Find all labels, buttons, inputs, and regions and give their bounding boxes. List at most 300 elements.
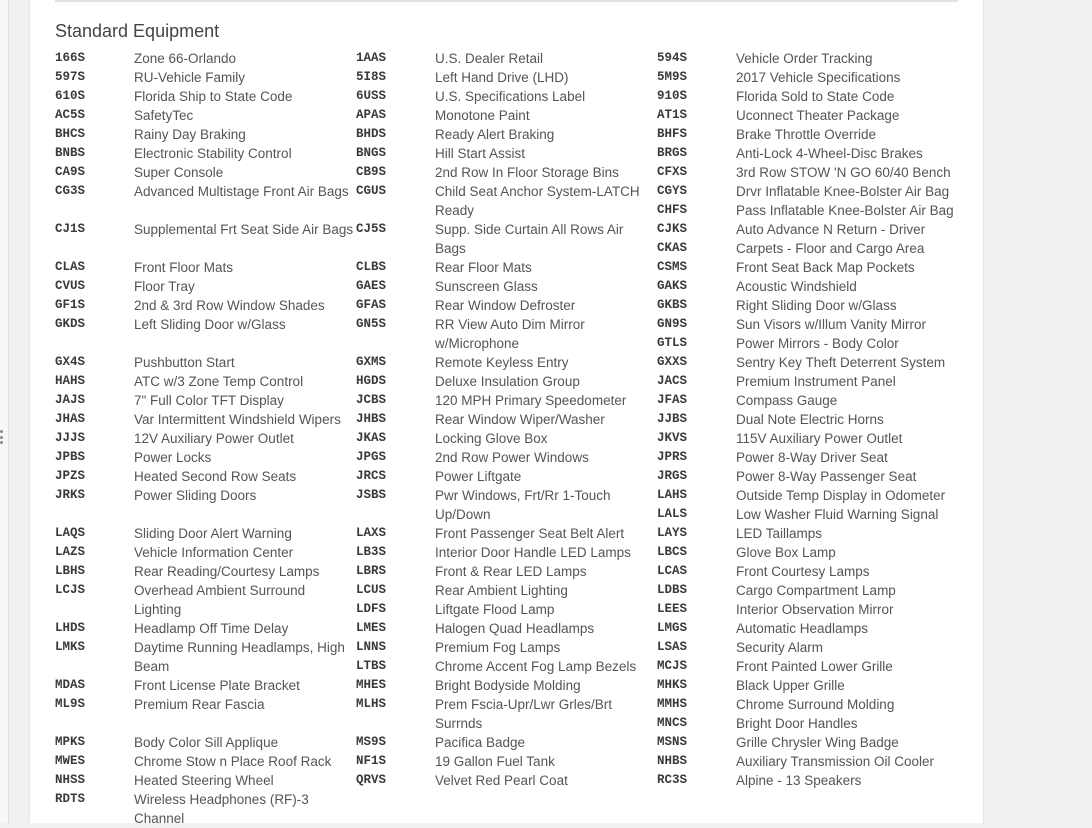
equipment-description: Front & Rear LED Lamps xyxy=(435,564,587,579)
equipment-code: MS9S xyxy=(356,735,387,749)
equipment-description: Uconnect Theater Package xyxy=(736,108,900,123)
equipment-item xyxy=(356,486,657,524)
equipment-item xyxy=(356,733,657,752)
equipment-description: Premium Instrument Panel xyxy=(736,374,896,389)
equipment-description: Child Seat Anchor System-LATCH Ready xyxy=(435,184,640,218)
equipment-code: JJJS xyxy=(55,431,86,445)
equipment-code: CJ1S xyxy=(55,222,86,236)
equipment-description: 7" Full Color TFT Display xyxy=(134,393,284,408)
equipment-item xyxy=(55,68,356,87)
equipment-description: Grille Chrysler Wing Badge xyxy=(736,735,899,750)
equipment-description: Monotone Paint xyxy=(435,108,530,123)
equipment-description: Electronic Stability Control xyxy=(134,146,292,161)
equipment-code: 910S xyxy=(657,89,688,103)
equipment-description: Automatic Headlamps xyxy=(736,621,869,636)
equipment-description: Florida Ship to State Code xyxy=(134,89,293,104)
equipment-code: 5M9S xyxy=(657,70,688,84)
equipment-item xyxy=(55,182,356,201)
equipment-code: LMES xyxy=(356,621,387,635)
equipment-description: Auxiliary Transmission Oil Cooler xyxy=(736,754,935,769)
equipment-code: RC3S xyxy=(657,773,688,787)
equipment-item xyxy=(55,448,356,467)
equipment-code: LBRS xyxy=(356,564,387,578)
equipment-item xyxy=(356,771,657,790)
equipment-item xyxy=(657,771,958,790)
equipment-item xyxy=(657,239,958,258)
equipment-code: RDTS xyxy=(55,792,86,806)
equipment-item xyxy=(55,277,356,296)
equipment-code: GF1S xyxy=(55,298,86,312)
equipment-item xyxy=(657,714,958,733)
equipment-description: Remote Keyless Entry xyxy=(435,355,569,370)
equipment-item xyxy=(657,562,958,581)
equipment-description: Interior Door Handle LED Lamps xyxy=(435,545,631,560)
equipment-item xyxy=(657,581,958,600)
equipment-item xyxy=(657,391,958,410)
equipment-item xyxy=(356,524,657,543)
equipment-item xyxy=(657,144,958,163)
equipment-description: Anti-Lock 4-Wheel-Disc Brakes xyxy=(736,146,923,161)
equipment-description: Chrome Stow n Place Roof Rack xyxy=(134,754,332,769)
equipment-description: Rear Window Defroster xyxy=(435,298,576,313)
equipment-code: GKDS xyxy=(55,317,86,331)
equipment-item xyxy=(55,258,356,277)
equipment-description: 19 Gallon Fuel Tank xyxy=(435,754,555,769)
equipment-code: LCAS xyxy=(657,564,688,578)
equipment-description: 2017 Vehicle Specifications xyxy=(736,70,901,85)
equipment-description: Rear Reading/Courtesy Lamps xyxy=(134,564,320,579)
equipment-code: LDBS xyxy=(657,583,688,597)
equipment-code: CGYS xyxy=(657,184,688,198)
equipment-code: BHCS xyxy=(55,127,86,141)
equipment-description: LED Taillamps xyxy=(736,526,823,541)
equipment-description: Chrome Accent Fog Lamp Bezels xyxy=(435,659,637,674)
equipment-item xyxy=(55,429,356,448)
equipment-code: NF1S xyxy=(356,754,387,768)
equipment-item xyxy=(356,125,657,144)
equipment-item xyxy=(356,638,657,657)
equipment-item xyxy=(657,733,958,752)
equipment-code: 1AAS xyxy=(356,51,387,65)
equipment-code: ML9S xyxy=(55,697,86,711)
equipment-item xyxy=(356,600,657,619)
equipment-code: LMKS xyxy=(55,640,86,654)
equipment-code: JKVS xyxy=(657,431,688,445)
equipment-description: Interior Observation Mirror xyxy=(736,602,894,617)
equipment-item xyxy=(55,733,356,752)
equipment-item xyxy=(356,657,657,676)
equipment-code: BNBS xyxy=(55,146,86,160)
equipment-item xyxy=(55,524,356,543)
equipment-item xyxy=(55,353,356,372)
equipment-item xyxy=(55,752,356,771)
equipment-code: JPGS xyxy=(356,450,387,464)
equipment-item xyxy=(657,220,958,239)
equipment-description: Power Locks xyxy=(134,450,212,465)
equipment-description: 3rd Row STOW 'N GO 60/40 Bench xyxy=(736,165,951,180)
equipment-item xyxy=(356,619,657,638)
equipment-description: Heated Second Row Seats xyxy=(134,469,297,484)
equipment-code: LTBS xyxy=(356,659,387,673)
equipment-code: CLAS xyxy=(55,260,86,274)
equipment-item xyxy=(657,695,958,714)
equipment-code: CJKS xyxy=(657,222,688,236)
equipment-item xyxy=(356,144,657,163)
equipment-description: Velvet Red Pearl Coat xyxy=(435,773,568,788)
equipment-item xyxy=(356,410,657,429)
equipment-item xyxy=(356,543,657,562)
equipment-item xyxy=(657,410,958,429)
equipment-item xyxy=(657,106,958,125)
equipment-description: Power Mirrors - Body Color xyxy=(736,336,899,351)
section-title: Standard Equipment xyxy=(55,21,220,41)
equipment-item xyxy=(55,144,356,163)
equipment-code: JFAS xyxy=(657,393,688,407)
equipment-description: Power 8-Way Passenger Seat xyxy=(736,469,917,484)
equipment-code: GN9S xyxy=(657,317,688,331)
equipment-code: HGDS xyxy=(356,374,387,388)
equipment-item xyxy=(356,296,657,315)
equipment-item xyxy=(657,638,958,657)
equipment-code: JHBS xyxy=(356,412,387,426)
equipment-description: Front License Plate Bracket xyxy=(134,678,300,693)
equipment-item xyxy=(55,410,356,429)
equipment-item xyxy=(55,543,356,562)
equipment-code: LAXS xyxy=(356,526,387,540)
equipment-description: Black Upper Grille xyxy=(736,678,845,693)
equipment-description: Deluxe Insulation Group xyxy=(435,374,580,389)
equipment-description: Cargo Compartment Lamp xyxy=(736,583,896,598)
equipment-description: Pass Inflatable Knee-Bolster Air Bag xyxy=(736,203,954,218)
equipment-item xyxy=(55,581,356,619)
equipment-description: Brake Throttle Override xyxy=(736,127,877,142)
equipment-code: CLBS xyxy=(356,260,387,274)
equipment-item xyxy=(356,353,657,372)
equipment-item xyxy=(657,125,958,144)
equipment-code: LSAS xyxy=(657,640,688,654)
equipment-code: LALS xyxy=(657,507,688,521)
equipment-description: Compass Gauge xyxy=(736,393,838,408)
equipment-code: CFXS xyxy=(657,165,688,179)
equipment-item xyxy=(657,372,958,391)
equipment-item xyxy=(55,87,356,106)
equipment-code: MDAS xyxy=(55,678,86,692)
equipment-item xyxy=(55,296,356,315)
equipment-item xyxy=(657,353,958,372)
equipment-code: QRVS xyxy=(356,773,387,787)
equipment-description: Vehicle Information Center xyxy=(134,545,294,560)
equipment-description: Locking Glove Box xyxy=(435,431,548,446)
equipment-description: Supp. Side Curtain All Rows Air Bags xyxy=(435,222,624,256)
equipment-description: Headlamp Off Time Delay xyxy=(134,621,289,636)
equipment-description: Rear Window Wiper/Washer xyxy=(435,412,605,427)
equipment-description: 120 MPH Primary Speedometer xyxy=(435,393,627,408)
equipment-item xyxy=(356,467,657,486)
equipment-code: MLHS xyxy=(356,697,387,711)
equipment-description: Low Washer Fluid Warning Signal xyxy=(736,507,939,522)
equipment-item xyxy=(55,771,356,790)
equipment-code: HAHS xyxy=(55,374,86,388)
equipment-code: APAS xyxy=(356,108,387,122)
equipment-description: Sun Visors w/Illum Vanity Mirror xyxy=(736,317,927,332)
equipment-code: CVUS xyxy=(55,279,86,293)
equipment-description: Daytime Running Headlamps, High Beam xyxy=(134,640,345,674)
equipment-description: Dual Note Electric Horns xyxy=(736,412,884,427)
equipment-code: GX4S xyxy=(55,355,86,369)
equipment-code: 5I8S xyxy=(356,70,387,84)
equipment-description: Front Floor Mats xyxy=(134,260,234,275)
equipment-item xyxy=(55,391,356,410)
equipment-code: GXMS xyxy=(356,355,387,369)
equipment-code: CGUS xyxy=(356,184,387,198)
equipment-description: Chrome Surround Molding xyxy=(736,697,895,712)
equipment-item xyxy=(55,163,356,182)
equipment-code: GN5S xyxy=(356,317,387,331)
equipment-description: Overhead Ambient Surround Lighting xyxy=(134,583,306,617)
equipment-description: U.S. Dealer Retail xyxy=(435,51,544,66)
equipment-description: Ready Alert Braking xyxy=(435,127,555,142)
equipment-item xyxy=(55,315,356,334)
equipment-code: MCJS xyxy=(657,659,688,673)
equipment-description: Body Color Sill Applique xyxy=(134,735,279,750)
equipment-item xyxy=(356,695,657,733)
equipment-code: JACS xyxy=(657,374,688,388)
equipment-item xyxy=(657,619,958,638)
equipment-item xyxy=(55,467,356,486)
equipment-item xyxy=(657,182,958,201)
equipment-item xyxy=(657,49,958,68)
equipment-item xyxy=(356,676,657,695)
equipment-description: Premium Rear Fascia xyxy=(134,697,265,712)
equipment-description: Pushbutton Start xyxy=(134,355,235,370)
equipment-code: AC5S xyxy=(55,108,86,122)
equipment-code: 166S xyxy=(55,51,86,65)
equipment-description: Vehicle Order Tracking xyxy=(736,51,873,66)
equipment-item xyxy=(55,695,356,714)
equipment-item xyxy=(657,201,958,220)
equipment-description: Outside Temp Display in Odometer xyxy=(736,488,946,503)
equipment-code: GXXS xyxy=(657,355,688,369)
left-panel-edge xyxy=(0,0,9,823)
equipment-code: GFAS xyxy=(356,298,387,312)
equipment-description: Advanced Multistage Front Air Bags xyxy=(134,184,349,199)
equipment-description: Bright Bodyside Molding xyxy=(435,678,581,693)
equipment-description: Power 8-Way Driver Seat xyxy=(736,450,888,465)
equipment-description: ATC w/3 Zone Temp Control xyxy=(134,374,304,389)
equipment-description: Rainy Day Braking xyxy=(134,127,246,142)
equipment-item xyxy=(657,296,958,315)
equipment-description: Supplemental Frt Seat Side Air Bags xyxy=(134,222,354,237)
equipment-description: RR View Auto Dim Mirror w/Microphone xyxy=(435,317,585,351)
equipment-code: JRCS xyxy=(356,469,387,483)
equipment-item xyxy=(356,49,657,68)
equipment-item xyxy=(55,619,356,638)
equipment-description: Super Console xyxy=(134,165,224,180)
equipment-code: 610S xyxy=(55,89,86,103)
equipment-item xyxy=(657,448,958,467)
equipment-item xyxy=(657,486,958,505)
equipment-code: BHFS xyxy=(657,127,688,141)
equipment-item xyxy=(657,315,958,334)
equipment-code: 594S xyxy=(657,51,688,65)
equipment-item xyxy=(55,790,356,828)
equipment-code: MPKS xyxy=(55,735,86,749)
equipment-item xyxy=(55,49,356,68)
equipment-item xyxy=(657,277,958,296)
equipment-description: Pwr Windows, Frt/Rr 1-Touch Up/Down xyxy=(435,488,611,522)
equipment-code: CB9S xyxy=(356,165,387,179)
equipment-description: Zone 66-Orlando xyxy=(134,51,237,66)
equipment-item xyxy=(356,448,657,467)
standard-equipment-section xyxy=(55,0,958,828)
equipment-code: CA9S xyxy=(55,165,86,179)
equipment-code: JPZS xyxy=(55,469,86,483)
equipment-item xyxy=(356,277,657,296)
equipment-code: LAYS xyxy=(657,526,688,540)
equipment-item xyxy=(657,600,958,619)
equipment-description: Bright Door Handles xyxy=(736,716,858,731)
equipment-item xyxy=(55,638,356,676)
equipment-description: Florida Sold to State Code xyxy=(736,89,895,104)
equipment-description: Premium Fog Lamps xyxy=(435,640,561,655)
equipment-code: LHDS xyxy=(55,621,86,635)
resize-handle-icon[interactable] xyxy=(0,430,4,444)
equipment-code: GKBS xyxy=(657,298,688,312)
equipment-item xyxy=(657,467,958,486)
equipment-item xyxy=(55,486,356,505)
equipment-description: RU-Vehicle Family xyxy=(134,70,246,85)
equipment-description: Floor Tray xyxy=(134,279,195,294)
equipment-code: JPBS xyxy=(55,450,86,464)
equipment-item xyxy=(657,524,958,543)
equipment-item xyxy=(55,372,356,391)
equipment-code: GAES xyxy=(356,279,387,293)
equipment-item xyxy=(657,68,958,87)
equipment-item xyxy=(356,315,657,353)
equipment-description: 2nd & 3rd Row Window Shades xyxy=(134,298,325,313)
equipment-description: SafetyTec xyxy=(134,108,194,123)
equipment-code: NHBS xyxy=(657,754,688,768)
equipment-item xyxy=(55,125,356,144)
equipment-description: U.S. Specifications Label xyxy=(435,89,586,104)
equipment-item xyxy=(356,429,657,448)
equipment-item xyxy=(356,106,657,125)
content-card xyxy=(29,0,984,826)
equipment-item xyxy=(356,220,657,258)
equipment-code: CHFS xyxy=(657,203,688,217)
equipment-description: 115V Auxiliary Power Outlet xyxy=(736,431,903,446)
equipment-item xyxy=(356,182,657,220)
equipment-code: CKAS xyxy=(657,241,688,255)
equipment-code: JJBS xyxy=(657,412,688,426)
equipment-description: Glove Box Lamp xyxy=(736,545,836,560)
equipment-code: BHDS xyxy=(356,127,387,141)
equipment-description: Carpets - Floor and Cargo Area xyxy=(736,241,925,256)
equipment-code: CSMS xyxy=(657,260,688,274)
equipment-item xyxy=(657,752,958,771)
equipment-description: Alpine - 13 Speakers xyxy=(736,773,862,788)
equipment-code: MWES xyxy=(55,754,86,768)
equipment-code: LNNS xyxy=(356,640,387,654)
equipment-description: Security Alarm xyxy=(736,640,824,655)
equipment-item xyxy=(356,163,657,182)
equipment-description: Liftgate Flood Lamp xyxy=(435,602,555,617)
equipment-code: LBHS xyxy=(55,564,86,578)
equipment-item xyxy=(356,562,657,581)
equipment-code: CG3S xyxy=(55,184,86,198)
equipment-description: Wireless Headphones (RF)-3 Channel xyxy=(134,792,309,826)
equipment-code: LBCS xyxy=(657,545,688,559)
equipment-code: JKAS xyxy=(356,431,387,445)
equipment-description: Pacifica Badge xyxy=(435,735,526,750)
equipment-code: JAJS xyxy=(55,393,86,407)
equipment-code: JRKS xyxy=(55,488,86,502)
equipment-description: Sentry Key Theft Deterrent System xyxy=(736,355,946,370)
equipment-code: GAKS xyxy=(657,279,688,293)
equipment-code: MHKS xyxy=(657,678,688,692)
equipment-description: Front Painted Lower Grille xyxy=(736,659,893,674)
equipment-description: 12V Auxiliary Power Outlet xyxy=(134,431,294,446)
equipment-description: Halogen Quad Headlamps xyxy=(435,621,595,636)
equipment-item xyxy=(55,562,356,581)
equipment-code: AT1S xyxy=(657,108,688,122)
equipment-code: MSNS xyxy=(657,735,688,749)
equipment-code: LDFS xyxy=(356,602,387,616)
equipment-item xyxy=(55,220,356,239)
equipment-code: MNCS xyxy=(657,716,688,730)
equipment-item xyxy=(356,752,657,771)
divider xyxy=(55,0,958,2)
equipment-code: LCJS xyxy=(55,583,86,597)
equipment-item xyxy=(356,258,657,277)
equipment-code: CJ5S xyxy=(356,222,387,236)
equipment-code: LB3S xyxy=(356,545,387,559)
equipment-description: Rear Ambient Lighting xyxy=(435,583,568,598)
equipment-description: Rear Floor Mats xyxy=(435,260,532,275)
equipment-description: Front Seat Back Map Pockets xyxy=(736,260,915,275)
equipment-description: Prem Fscia-Upr/Lwr Grles/Brt Surrnds xyxy=(435,697,613,731)
equipment-code: JHAS xyxy=(55,412,86,426)
equipment-code: BNGS xyxy=(356,146,387,160)
equipment-item xyxy=(657,334,958,353)
equipment-code: JSBS xyxy=(356,488,387,502)
equipment-item xyxy=(356,391,657,410)
equipment-item xyxy=(657,543,958,562)
equipment-code: 597S xyxy=(55,70,86,84)
equipment-description: Var Intermittent Windshield Wipers xyxy=(134,412,341,427)
equipment-item xyxy=(55,676,356,695)
equipment-item xyxy=(657,505,958,524)
equipment-item xyxy=(356,87,657,106)
equipment-item xyxy=(356,68,657,87)
equipment-code: MHES xyxy=(356,678,387,692)
equipment-description: 2nd Row Power Windows xyxy=(435,450,589,465)
equipment-item xyxy=(55,106,356,125)
equipment-description: 2nd Row In Floor Storage Bins xyxy=(435,165,619,180)
equipment-description: Power Liftgate xyxy=(435,469,522,484)
equipment-item xyxy=(657,87,958,106)
equipment-item xyxy=(657,258,958,277)
equipment-code: LAZS xyxy=(55,545,86,559)
equipment-code: LEES xyxy=(657,602,688,616)
equipment-code: MMHS xyxy=(657,697,688,711)
equipment-code: LAHS xyxy=(657,488,688,502)
equipment-item xyxy=(657,429,958,448)
equipment-description: Sunscreen Glass xyxy=(435,279,538,294)
equipment-code: GTLS xyxy=(657,336,688,350)
equipment-description: Power Sliding Doors xyxy=(134,488,257,503)
equipment-code: LAQS xyxy=(55,526,86,540)
